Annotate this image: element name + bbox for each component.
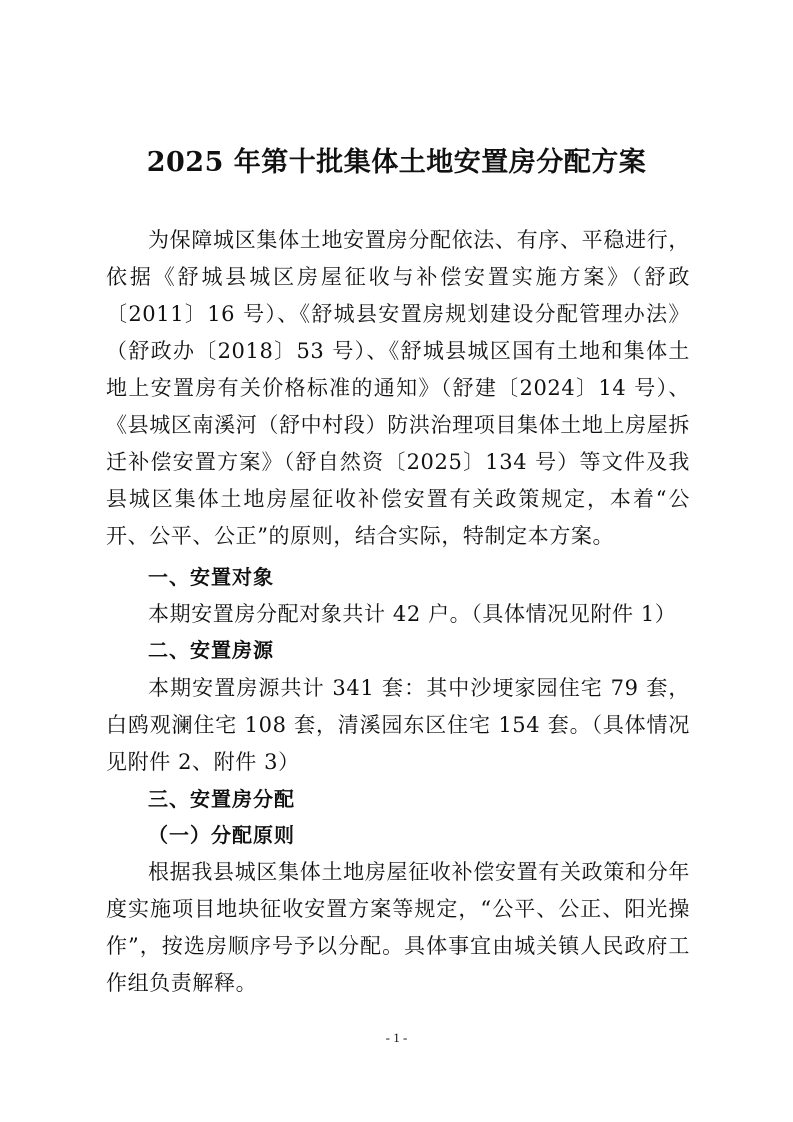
section-3-body	[106, 854, 690, 1002]
intro-paragraph-block	[106, 222, 690, 555]
section-3-paragraph: 根据我县城区集体土地房屋征收补偿安置有关政策和分年度实施项目地块征收安置方案等规定，“公平、公正、阳光操作”，按选房顺序号予以分配。具体事宜由城关镇人民政府工作组负责解释。	[106, 860, 690, 995]
section-3-heading: 三、安置房分配	[148, 787, 295, 811]
page-number: - 1 -	[385, 1030, 408, 1045]
section-1-body	[106, 596, 690, 633]
section-3-subheading: （一）分配原则	[148, 823, 295, 847]
document-title: 2025 年第十批集体土地安置房分配方案	[146, 147, 647, 178]
section-1-heading: 一、安置对象	[148, 565, 274, 589]
section-1-paragraph: 本期安置房分配对象共计 42 户。（具体情况见附件 1）	[148, 602, 677, 626]
section-2-heading: 二、安置房源	[148, 638, 274, 662]
section-2-paragraph: 本期安置房源共计 341 套：其中沙埂家园住宅 79 套，白鸥观澜住宅 108 套，清溪园东区住宅 154 套。（具体情况见附件 2、附件 3）	[106, 676, 690, 774]
section-2-body	[106, 670, 690, 781]
intro-paragraph: 为保障城区集体土地安置房分配依法、有序、平稳进行，依据《舒城县城区房屋征收与补偿安置实施方案》（舒政〔2011〕16 号）、《舒城县安置房规划建设分配管理办法》（舒政办〔2018〕53 号）、《舒城县城区国有土地和集体土地上安置房有关价格标准的通知》（舒建〔2024〕14 号）、《县城区南溪河（舒中村段）防洪治理项目集体土地上房屋拆迁补偿安置方案》（舒自然资〔2025〕134 号）等文件及我县城区集体土地房屋征收补偿安置有关政策规定，本着“公开、公平、公正”的原则，结合实际，特制定本方案。	[106, 228, 690, 548]
